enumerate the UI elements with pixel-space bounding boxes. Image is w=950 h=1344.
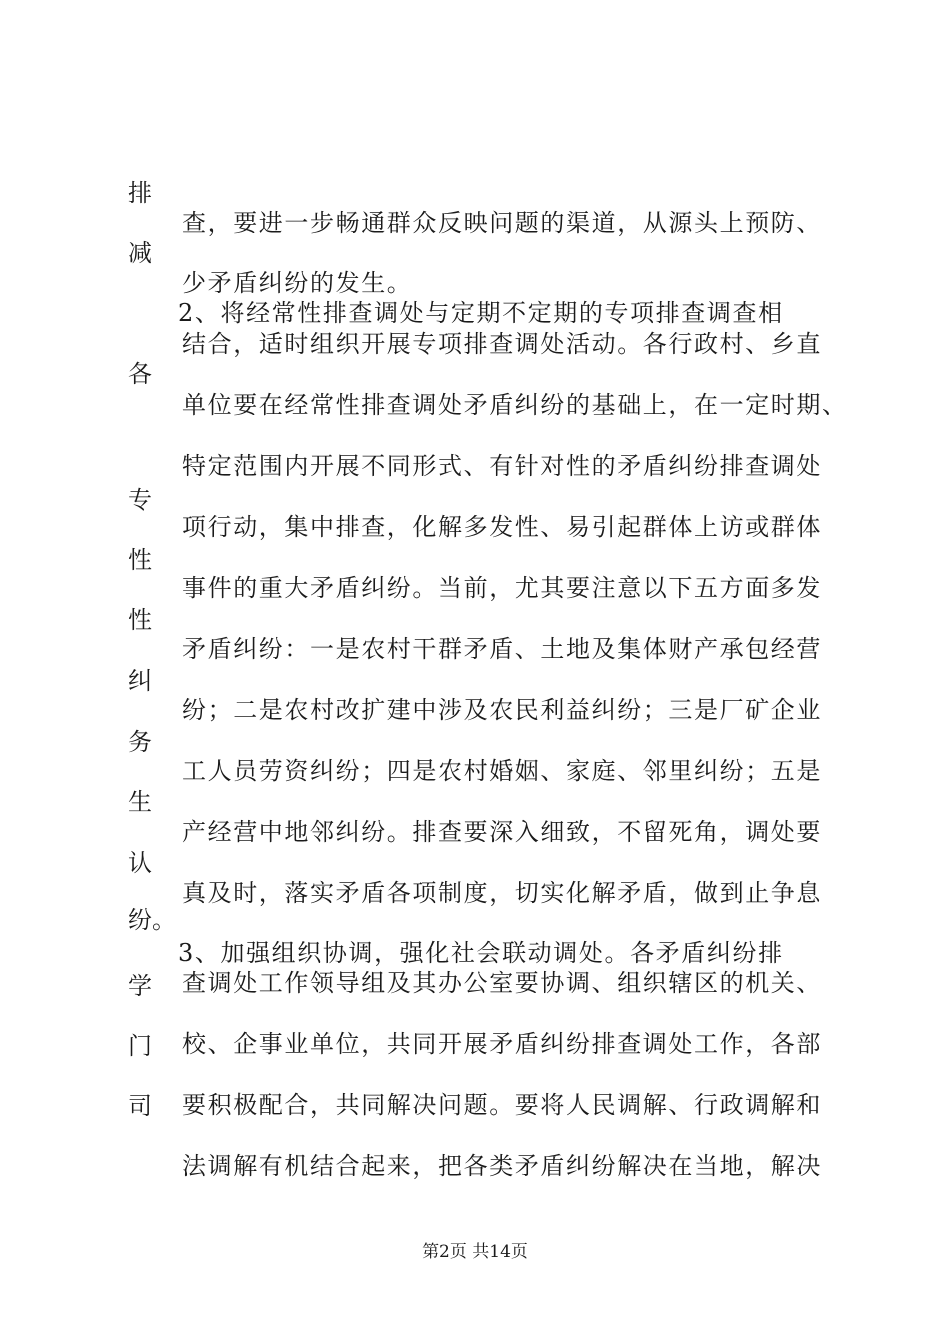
- margin-char: 纠: [128, 667, 152, 695]
- margin-char: 排: [128, 179, 152, 207]
- body-line: 真及时，落实矛盾各项制度，切实化解矛盾，做到止争息: [182, 879, 822, 907]
- body-line: 矛盾纠纷：一是农村干群矛盾、土地及集体财产承包经营: [182, 635, 822, 663]
- margin-char: 门: [128, 1032, 152, 1060]
- body-line: 工人员劳资纠纷；四是农村婚姻、家庭、邻里纠纷；五是: [182, 757, 822, 785]
- margin-char: 各: [128, 360, 152, 388]
- margin-char: 性: [128, 606, 152, 634]
- body-line: 法调解有机结合起来，把各类矛盾纠纷解决在当地，解决: [182, 1152, 822, 1180]
- paragraph-heading: 2、将经常性排查调处与定期不定期的专项排查调查相: [178, 299, 784, 327]
- margin-char: 认: [128, 849, 152, 877]
- margin-char: 务: [128, 728, 152, 756]
- paragraph-heading: 3、加强组织协调，强化社会联动调处。各矛盾纠纷排: [178, 939, 784, 967]
- margin-char: 纷。: [128, 906, 176, 934]
- margin-char: 减: [128, 239, 152, 267]
- body-line: 项行动，集中排查，化解多发性、易引起群体上访或群体: [182, 513, 822, 541]
- body-line: 纷；二是农村改扩建中涉及农民利益纠纷；三是厂矿企业: [182, 696, 822, 724]
- body-line: 事件的重大矛盾纠纷。当前，尤其要注意以下五方面多发: [182, 574, 822, 602]
- body-line: 少矛盾纠纷的发生。: [182, 269, 413, 297]
- margin-char: 专: [128, 486, 152, 514]
- margin-char: 性: [128, 546, 152, 574]
- body-line: 结合，适时组织开展专项排查调处活动。各行政村、乡直: [182, 330, 822, 358]
- page-number: 第2页 共14页: [422, 1242, 528, 1262]
- body-line: 要积极配合，共同解决问题。要将人民调解、行政调解和: [182, 1091, 822, 1119]
- margin-char: 学: [128, 972, 152, 1000]
- margin-char: 生: [128, 788, 152, 816]
- body-line: 产经营中地邻纠纷。排查要深入细致，不留死角，调处要: [182, 818, 822, 846]
- body-line: 查调处工作领导组及其办公室要协调、组织辖区的机关、: [182, 969, 822, 997]
- margin-char: 司: [128, 1092, 152, 1120]
- body-line: 校、企事业单位，共同开展矛盾纠纷排查调处工作，各部: [182, 1030, 822, 1058]
- body-line: 特定范围内开展不同形式、有针对性的矛盾纠纷排查调处: [182, 452, 822, 480]
- body-line: 查，要进一步畅通群众反映问题的渠道，从源头上预防、: [182, 209, 822, 237]
- body-line: 单位要在经常性排查调处矛盾纠纷的基础上，在一定时期、: [182, 391, 848, 419]
